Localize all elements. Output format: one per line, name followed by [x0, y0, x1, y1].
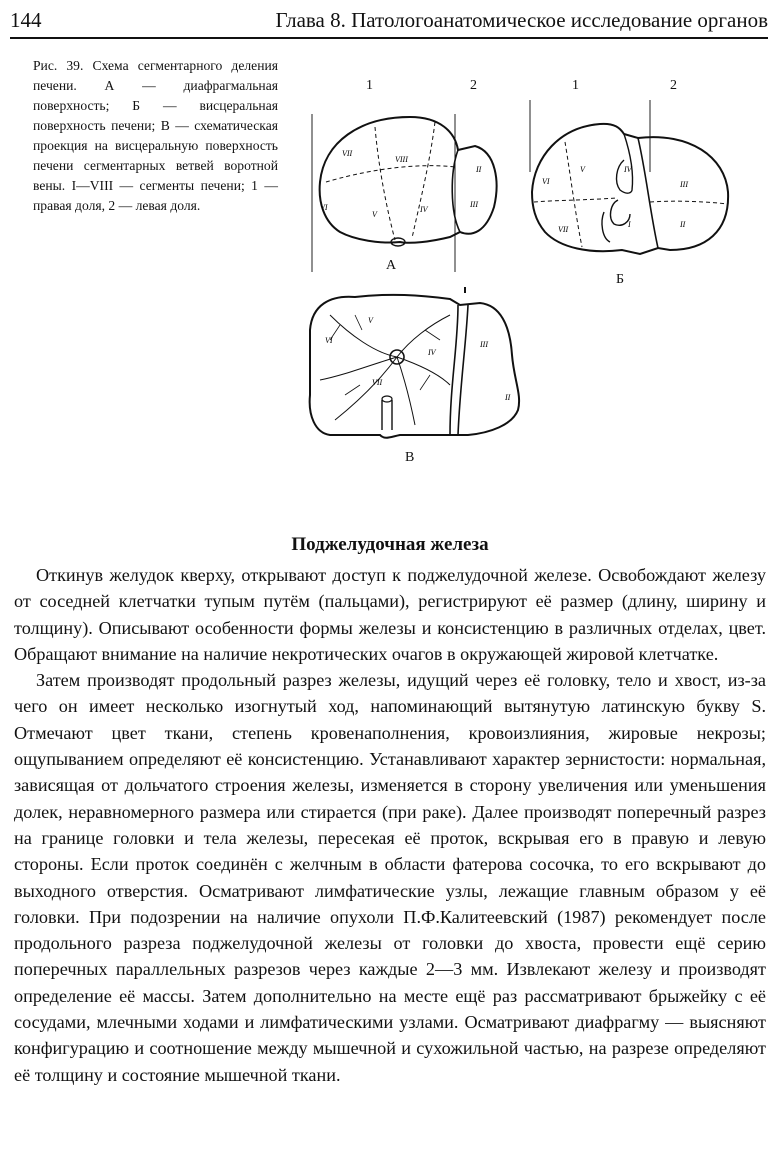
lobe-label-left: 2 — [670, 78, 677, 93]
lobe-label-right: 1 — [366, 78, 373, 93]
svg-text:IV: IV — [420, 205, 428, 214]
svg-text:VIII: VIII — [395, 155, 408, 164]
svg-text:II: II — [680, 220, 686, 229]
portal-vein-projection-drawing — [300, 285, 535, 445]
svg-text:I: I — [628, 220, 631, 229]
svg-text:II: II — [476, 165, 482, 174]
svg-text:III: III — [680, 180, 688, 189]
panel-letter-c: В — [405, 450, 415, 465]
svg-text:II: II — [505, 393, 511, 402]
svg-text:IV: IV — [624, 165, 632, 174]
svg-text:VII: VII — [372, 378, 383, 387]
liver-visceral-drawing — [520, 72, 750, 272]
header-rule — [10, 37, 768, 39]
svg-text:V: V — [372, 210, 377, 219]
svg-text:VI: VI — [325, 336, 333, 345]
svg-text:III: III — [480, 340, 488, 349]
figure-caption: Рис. 39. Схема сегментарного деления печени. А — диафрагмальная поверхность; Б — висцеральная поверхность печени; В — схематическая проекция на висцеральную поверхность печени сегментарных ветвей воротной вены. I—VIII — сегменты печени; 1 — правая доля, 2 — левая доля. — [33, 58, 278, 213]
figure-panel-c — [300, 285, 535, 475]
figure-panel-a — [300, 72, 510, 282]
svg-text:V: V — [368, 316, 373, 325]
panel-letter-a: А — [386, 258, 397, 273]
liver-diaphragmatic-drawing — [300, 72, 510, 272]
paragraph: Затем производят продольный разрез железы, идущий через её головку, тело и хвост, из-за чего он имеет несколько изогнутый ход, напоминающий вытянутую латинскую букву S. Отмечают цвет ткани, степень кровенаполнения, кровоизлияния, жировые некрозы; ощупыванием определяют её консистенцию. Устанавливают характер зернистости: нормальная, зависящая от дольчатого строения железы, изменяется в сторону увеличения или уменьшения долек, неравномерного размера или стирается (при раке). Далее производят поперечный разрез на границе головки и тела железы, пересекая её проток, вскрывая его в правую и левую стороны. Если проток соединён с желчным в области фатерова сосочка, то его вскрывают до выходного отверстия. Осматривают лимфатические узлы, лежащие главным образом у её головки. При подозрении на наличие опухоли П.Ф.Калитеевский (1987) рекомендует после продольного разреза поджелудочной железы от головки до хвоста, провести ещё серию поперечных параллельных разрезов через каждые 2—3 мм. Извлекают железу и производят определение её массы. Затем дополнительно на месте ещё раз рассматривают брыжейку с её сосудами, млечными ходами и лимфатическими узлами. Осматривают диафрагму — выясняют конфигурацию и соотношение между мышечной и сухожильной частью, на разрезе определяют её толщину и состояние мышечной ткани. — [14, 670, 766, 1085]
svg-text:IV: IV — [428, 348, 436, 357]
svg-text:VII: VII — [558, 225, 569, 234]
lobe-label-right: 1 — [572, 78, 579, 93]
svg-text:VI: VI — [320, 203, 328, 212]
svg-text:V: V — [580, 165, 585, 174]
page-header — [10, 8, 768, 34]
page-number: 144 — [10, 8, 42, 32]
panel-letter-b: Б — [616, 272, 625, 287]
svg-text:III: III — [470, 200, 478, 209]
lobe-label-left: 2 — [470, 78, 477, 93]
section-title: Поджелудочная железа — [291, 534, 489, 555]
running-title: Глава 8. Патологоанатомическое исследование органов — [275, 8, 768, 32]
body-text — [14, 562, 766, 1088]
svg-text:VI: VI — [542, 177, 550, 186]
figure-panel-b — [520, 72, 750, 297]
svg-text:VII: VII — [342, 149, 353, 158]
paragraph: Откинув желудок кверху, открывают доступ к поджелудочной железе. Освобождают железу от соседней клетчатки тупым путём (пальцами), регистрируют её размер (длину, ширину и толщину). Описывают особенности формы железы и консистенцию в различных отделах, цвет. Обращают внимание на наличие некротических очагов в окружающей жировой клетчатке. — [14, 565, 766, 664]
